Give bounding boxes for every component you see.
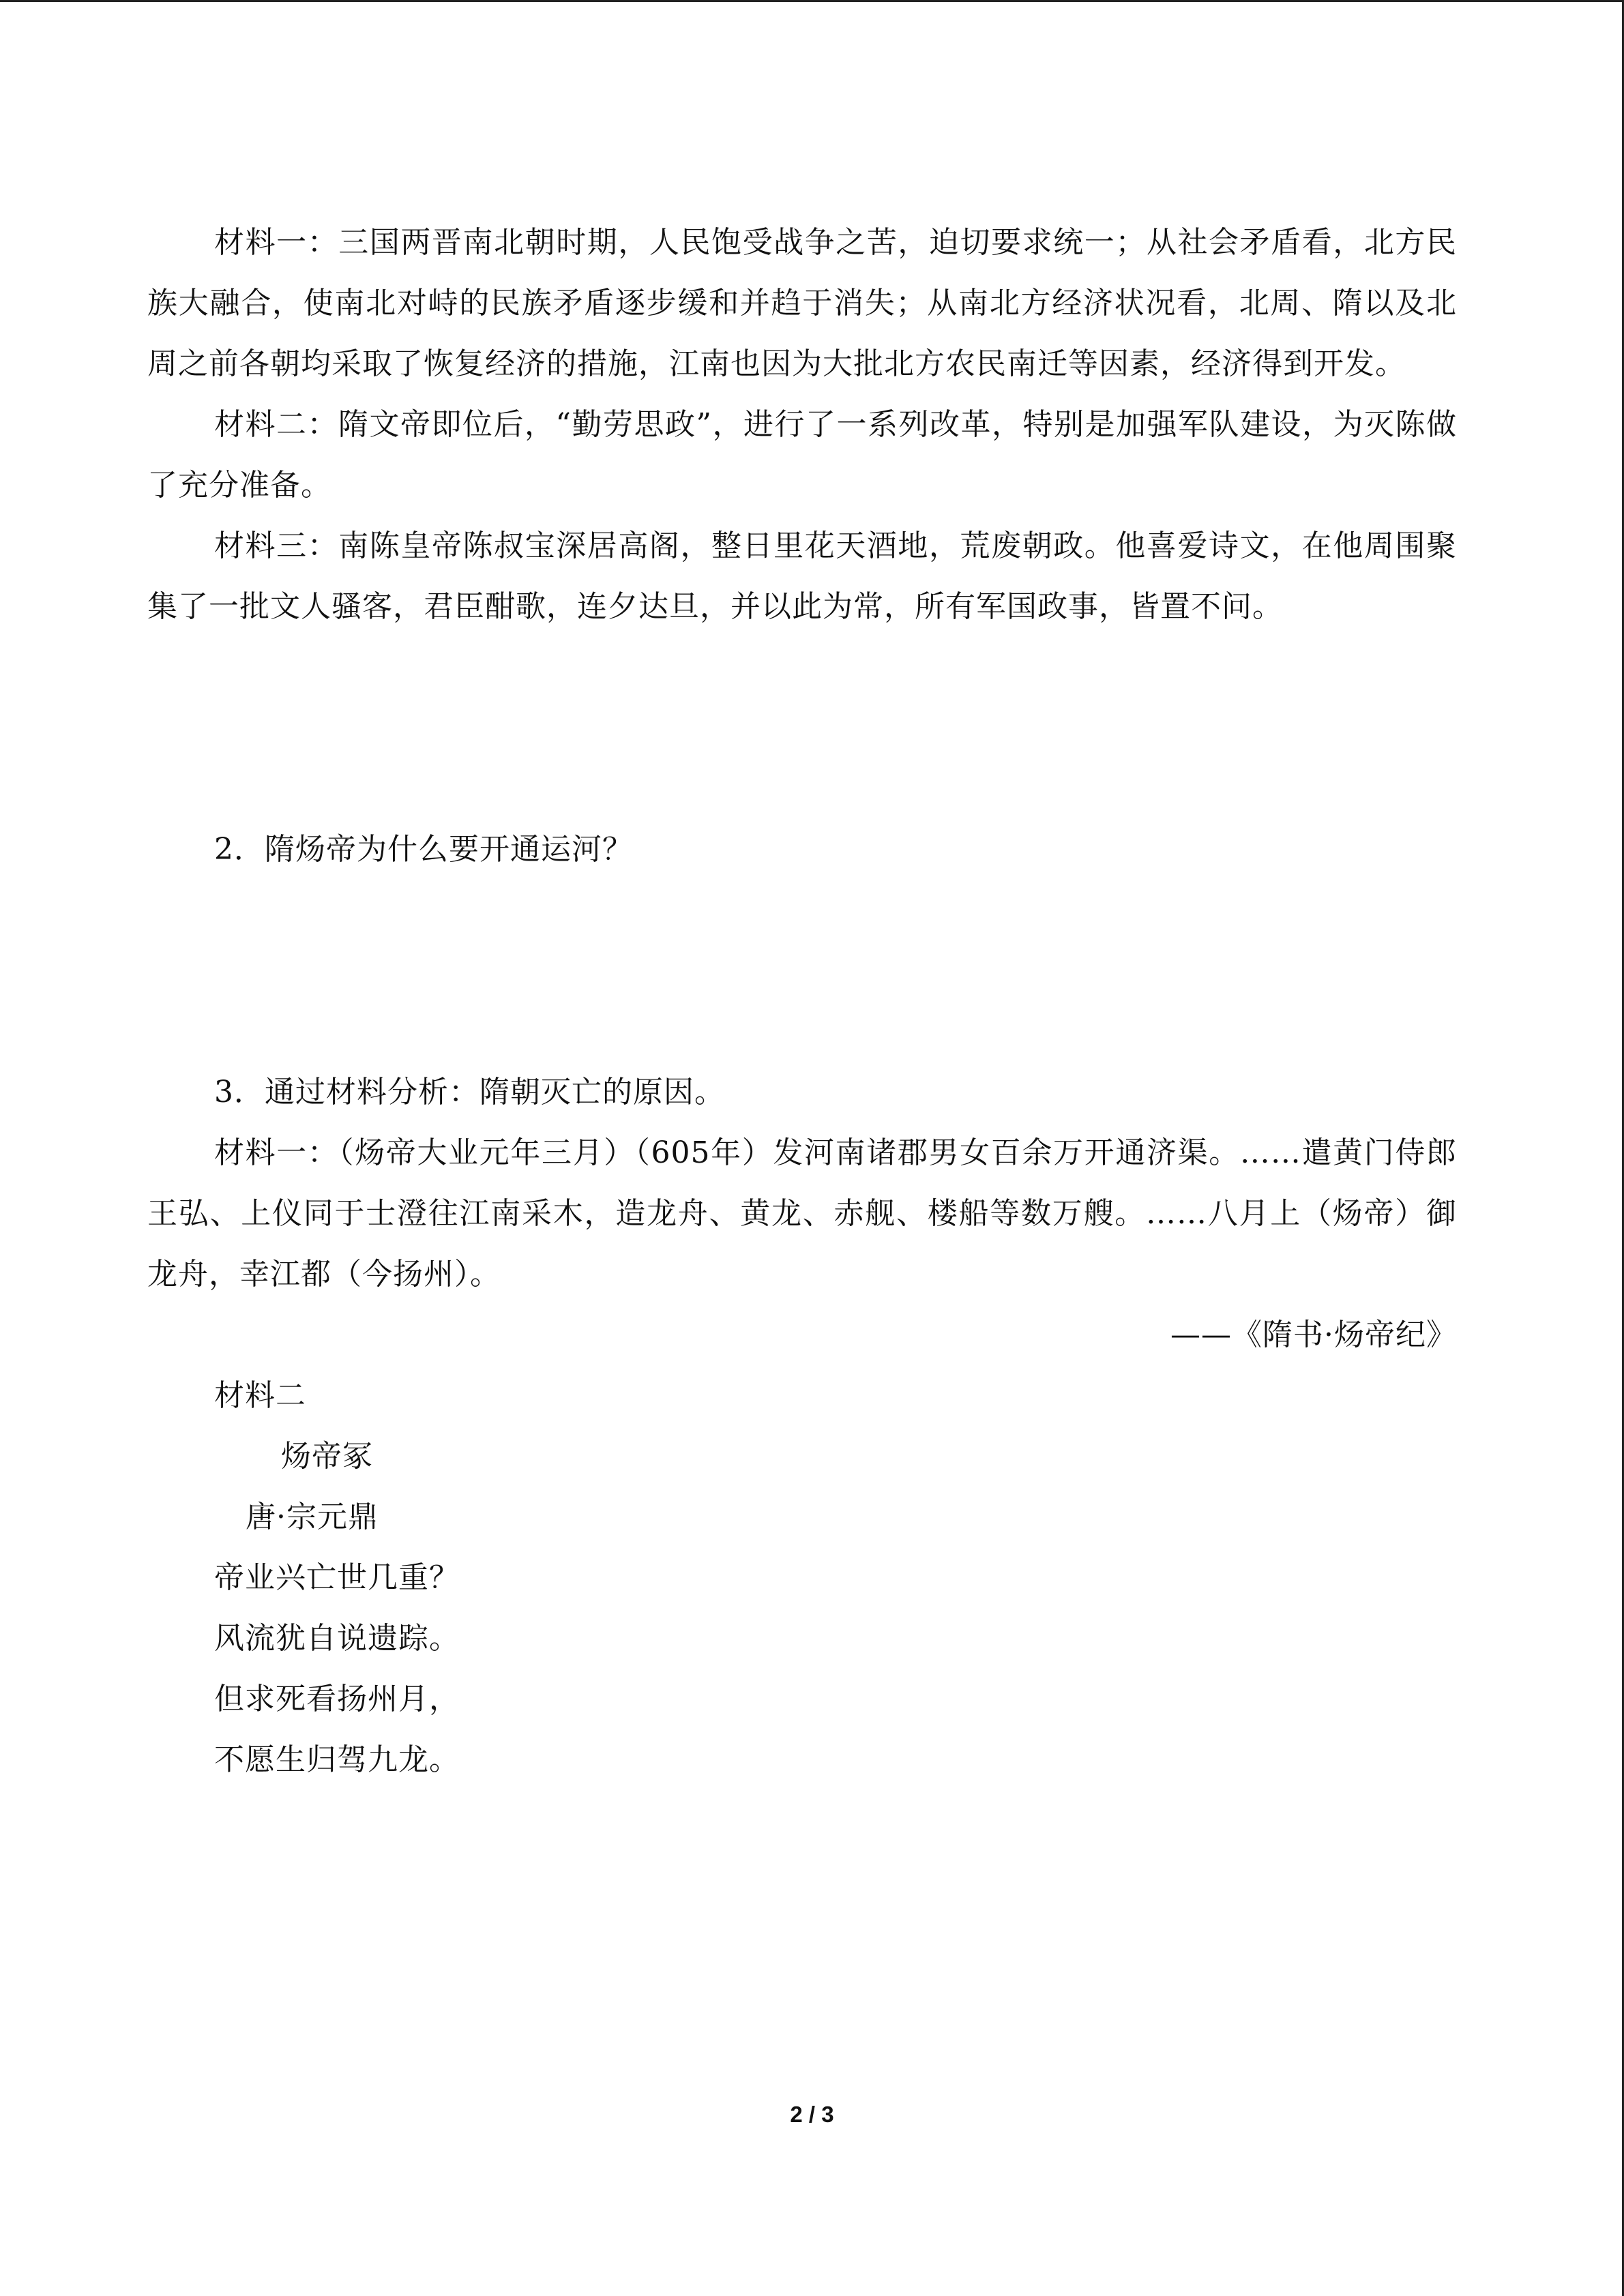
poem-author: 唐·宗元鼎 (246, 1500, 379, 1534)
material-1-paragraph: 材料一：三国两晋南北朝时期，人民饱受战争之苦，迫切要求统一；从社会矛盾看，北方民族大融合，使南北对峙的民族矛盾逐步缓和并趋于消失；从南北方经济状况看，北周、隋以及北周之前各朝均采取了恢复经济的措施，江南也因为大批北方农民南迁等因素，经济得到开发。 (147, 225, 1457, 381)
material-2-paragraph: 材料二：隋文帝即位后，“勤劳思政”，进行了一系列改革，特别是加强军队建设，为灭陈做了充分准备。 (147, 407, 1457, 503)
q3-material-1-paragraph: 材料一：（炀帝大业元年三月）（605年）发河南诸郡男女百余万开通济渠。……遣黄门侍郎王弘、上仪同于士澄往江南采木，造龙舟、黄龙、赤舰、楼船等数万艘。……八月上（炀帝）御龙舟，幸江都（今扬州）。 (147, 1135, 1457, 1292)
poem-line: 但求死看扬州月， (214, 1682, 460, 1716)
poem-line: 不愿生归驾九龙。 (214, 1742, 460, 1777)
question-2: 2．隋炀帝为什么要开通运河？ (214, 832, 633, 867)
poem-title: 炀帝冢 (281, 1439, 373, 1474)
q3-material-2-label: 材料二 (214, 1378, 306, 1413)
poem-line: 风流犹自说遗踪。 (214, 1621, 460, 1656)
document-body (147, 212, 1457, 1790)
material-3-paragraph: 材料三：南陈皇帝陈叔宝深居高阁，整日里花天酒地，荒废朝政。他喜爱诗文，在他周围聚集了一批文人骚客，君臣酣歌，连夕达旦，并以此为常，所有军国政事，皆置不问。 (147, 528, 1457, 624)
answer-space-1 (147, 637, 1457, 819)
q3-material-1-source: ——《隋书·炀帝纪》 (1170, 1317, 1457, 1352)
poem-line: 帝业兴亡世几重？ (214, 1560, 460, 1595)
question-3: 3．通过材料分析：隋朝灭亡的原因。 (214, 1075, 725, 1109)
page-number: 2 / 3 (790, 2102, 834, 2127)
answer-space-2 (147, 880, 1457, 1062)
